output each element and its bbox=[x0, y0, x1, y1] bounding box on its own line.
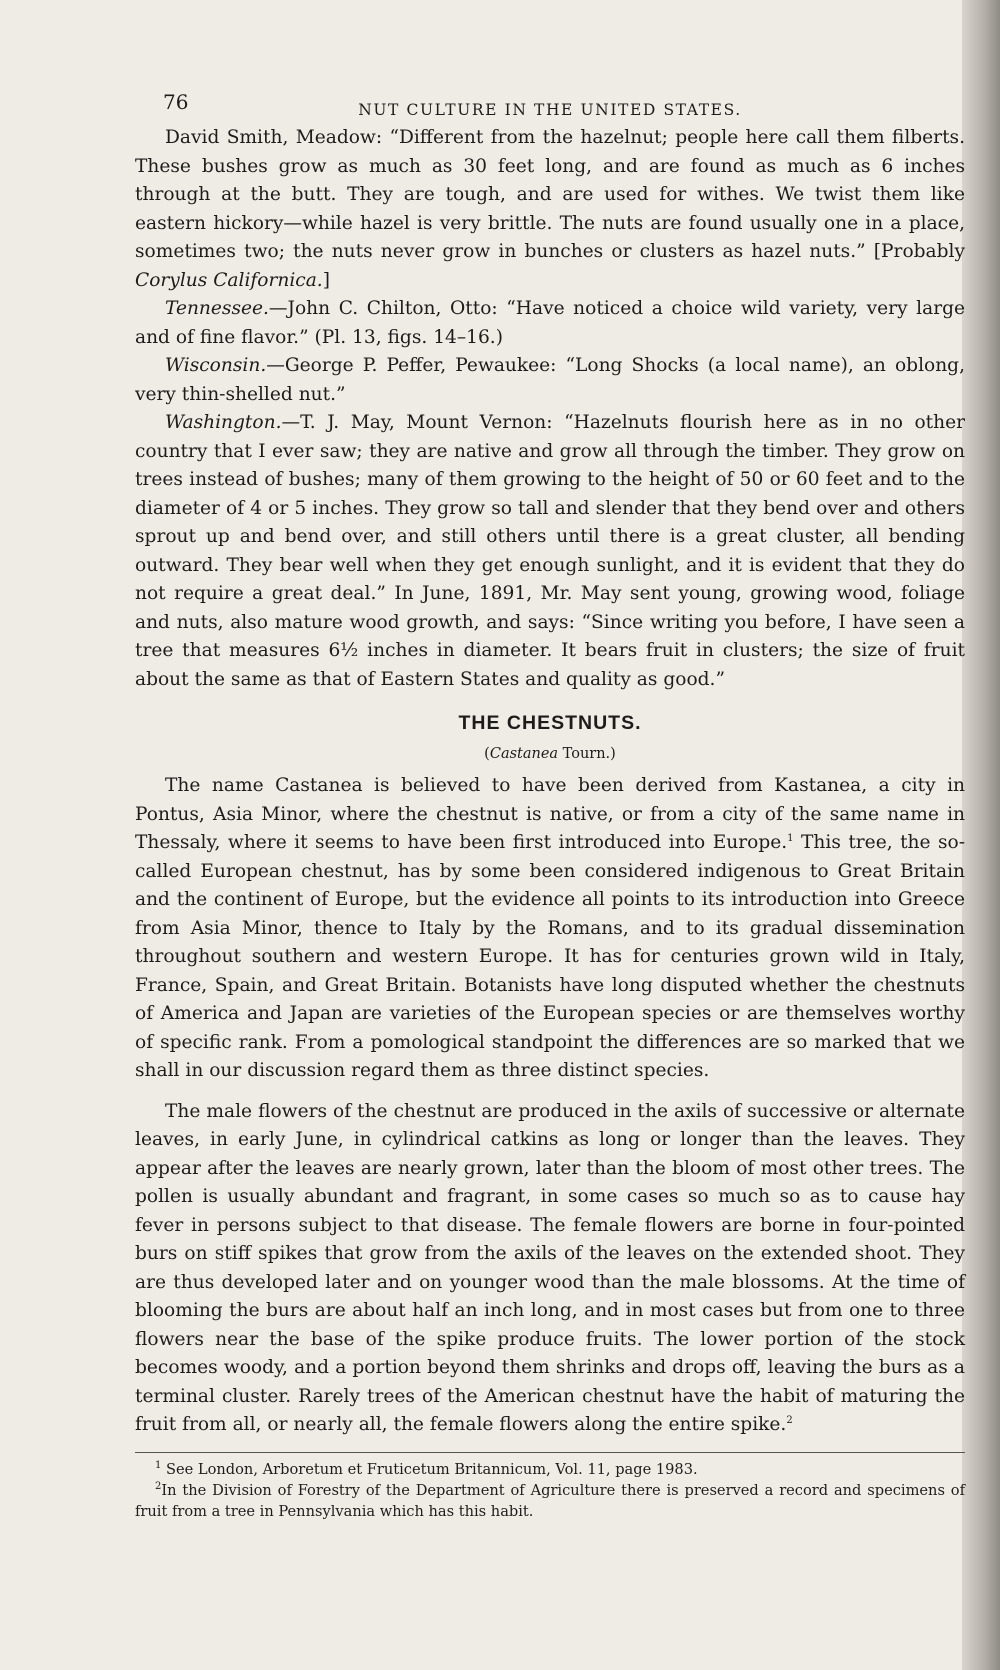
tennessee-report-text: —John C. Chilton, Otto: “Have noticed a choice wild variety, very large and of fine flavor.” (Pl. 13, figs. 14–16.) bbox=[135, 298, 965, 348]
book-page bbox=[135, 80, 965, 1522]
chestnut-flowers-paragraph bbox=[135, 1098, 965, 1440]
footnote-1-text: See London, Arboretum et Fruticetum Britannicum, Vol. 11, page 1983. bbox=[161, 1460, 698, 1478]
flowers-text: The male flowers of the chestnut are produced in the axils of successive or alternate leaves, in early June, in cylindrical catkins as long or longer than the leaves. They appear after the leaves are nearly grown, later than the bloom of most other trees. The pollen is usually abundant and fragrant, in some cases so much so as to cause hay fever in persons subject to that disease. The female flowers are borne in four-pointed burs on stiff spikes that grow from the axils of the leaves on the extended shoot. They are thus developed later and on younger wood than the male blossoms. At the time of blooming the burs are about half an inch long, and in most cases but from one to three flowers near the base of the spike produce fruits. The lower portion of the stock becomes woody, and a portion beyond them shrinks and drops off, leaving the burs as a terminal cluster. Rarely trees of the American chestnut have the habit of maturing the fruit from all, or nearly all, the female flowers along the entire spike. bbox=[135, 1100, 965, 1435]
footnote-2-mark: 2 bbox=[155, 1480, 162, 1492]
smith-note-suffix: ] bbox=[322, 269, 330, 291]
washington-state-label: Washington. bbox=[165, 412, 282, 433]
footnote-ref-2[interactable]: 2 bbox=[786, 1414, 793, 1426]
section-subtitle bbox=[135, 742, 965, 766]
smith-note-species: Corylus Californica. bbox=[135, 269, 323, 291]
footnote-2-text: In the Division of Forestry of the Department of Agriculture there is preserved a record and specimens of fruit from a tree in Pennsylvania which has this habit. bbox=[135, 1481, 965, 1520]
smith-note-prefix: [Probably bbox=[873, 241, 965, 262]
footnote-ref-1[interactable]: 1 bbox=[787, 832, 794, 844]
subtitle-authority: Tourn.) bbox=[558, 746, 616, 762]
subtitle-open-paren: ( bbox=[484, 746, 490, 762]
washington-report-paragraph bbox=[135, 409, 965, 694]
smith-report-text: David Smith, Meadow: “Different from the hazelnut; people here call them filberts. These bushes grow as much as 30 feet long, and are found as much as 6 inches through at the butt. They are tough, and are used for withes. We twist them like eastern hickory—while hazel is very brittle. The nuts are found usually one in a place, sometimes two; the nuts never grow in bunches or clusters as hazel nuts.” bbox=[135, 127, 965, 262]
footnote-1-mark: 1 bbox=[155, 1459, 162, 1471]
page-header bbox=[135, 80, 965, 124]
smith-report-paragraph bbox=[135, 124, 965, 295]
washington-report-text: —T. J. May, Mount Vernon: “Hazelnuts flourish here as in no other country that I ever saw; they are native and grow all through the timber. They grow on trees instead of bushes; many of them growing to the height of 50 or 60 feet and to the diameter of 4 or 5 inches. They grow so tall and slender that they bend over and others sprout up and bend over, and still others until there is a great cluster, all bending outward. They bear well when they get enough sunlight, and it is evident that they do not require a great deal.” In June, 1891, Mr. May sent young, growing wood, foliage and nuts, also mature wood growth, and says: “Since writing you before, I have seen a tree that measures 6½ inches in diameter. It bears fruit in clusters; the size of fruit about the same as that of Eastern States and quality as good.” bbox=[135, 412, 965, 690]
wisconsin-report-text: —George P. Peffer, Pewaukee: “Long Shocks (a local name), an oblong, very thin-shelled nut.” bbox=[135, 355, 965, 405]
footnotes bbox=[135, 1452, 965, 1522]
tennessee-report-paragraph bbox=[135, 295, 965, 352]
footnote-2 bbox=[135, 1480, 965, 1522]
chestnut-origin-paragraph bbox=[135, 772, 965, 1086]
footnote-1 bbox=[135, 1459, 965, 1480]
wisconsin-state-label: Wisconsin. bbox=[165, 355, 267, 376]
origin-text-a: The name Castanea is believed to have been derived from Kastanea, a city in Pontus, Asia Minor, where the chestnut is native, or from a city of the same name in Thessaly, where it seems to have been first introduced into Europe. bbox=[135, 775, 965, 853]
tennessee-state-label: Tennessee. bbox=[165, 298, 269, 319]
subtitle-genus: Castanea bbox=[489, 746, 559, 762]
running-head: NUT CULTURE IN THE UNITED STATES. bbox=[358, 101, 742, 119]
wisconsin-report-paragraph bbox=[135, 352, 965, 409]
section-title: THE CHESTNUTS. bbox=[458, 712, 642, 734]
page-number: 76 bbox=[163, 90, 189, 114]
page-edge-shadow bbox=[962, 0, 1000, 1670]
origin-text-b: This tree, the so-called European chestnut, has by some been considered indigenous to Great Britain and the continent of Europe, but the evidence all points to its introduction into Greece from Asia Minor, thence to Italy by the Romans, and to its gradual dissemination throughout southern and western Europe. It has for centuries grown wild in Italy, France, Spain, and Great Britain. Botanists have long disputed whether the chestnuts of America and Japan are varieties of the European species or are themselves worthy of specific rank. From a pomological standpoint the differences are so marked that we shall in our discussion regard them as three distinct species. bbox=[135, 832, 966, 1081]
